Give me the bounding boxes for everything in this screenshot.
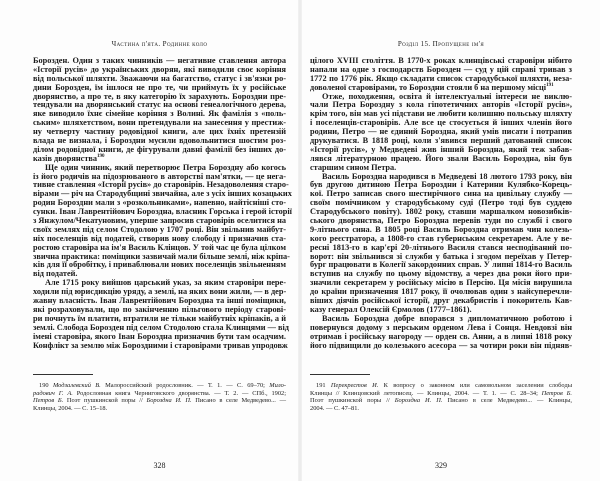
body-text [310, 57, 572, 350]
text-line-content: друкуватися. В 1818 році, коли з'явився перший датований список [310, 136, 572, 146]
text-line-content: Конфлікт за землю між Бороздними і старовірами тривав упродовж [33, 340, 288, 350]
text-line-content: жавну власність. Іван Лаврентійович Бороздна та інші поміщики, [33, 296, 286, 306]
text-line-content: його підвищили до колезького асесора — за чотири роки він підняв- [310, 340, 572, 350]
text-line-content: крім того, він мав усі підстави не любити колишню польську шляхту [310, 109, 572, 119]
page-number: 329 [435, 461, 447, 470]
text-line-content: ресні 1813-го в кар'єрі 20-літнього Василя стався несподіваний по- [310, 242, 572, 252]
text-line-content: доволеної старовірами, то Бороздни стояли б на першому місці [310, 82, 547, 92]
text-line [310, 342, 572, 351]
footnote-line [33, 382, 286, 390]
text-line-content: до країни призначення 1817 року, її очолював один з найсуперечли- [310, 287, 572, 297]
text-line-content: родин Бороздни мали з «розкольниками», напевно, найтісніші сто- [33, 198, 286, 208]
text-line-content: ри почнуть їм платити, втратили не тільки майбутніх кріпаків, а й [33, 313, 286, 323]
text-line-content: тендували на дворянський статус на основі генеалогічного дерева, [33, 100, 286, 110]
running-header: Частина п'ята. Родинне коло [111, 40, 208, 48]
footnote-author: радович Г. А. [33, 389, 73, 397]
footnote-author: Бороздна И. П. [146, 397, 192, 405]
text-line-content: із його родичів на підозрюваного в авторстві пам'ятки, — це нега- [33, 171, 286, 181]
left-page [33, 0, 292, 481]
footnote-text: Поэт пушкинской поры // [310, 397, 395, 405]
text-line-content: ділом родовідної книги, де фігурували давні фамілії без інших до- [33, 144, 286, 154]
footnote-text: Писано в селе Медведево... — [191, 397, 286, 405]
footnote-author: Мило- [269, 382, 287, 389]
text-line-content: від польської шляхти. Зважаючи на багатство, статус і зв'язки ро- [33, 73, 286, 83]
text-line-content: своїм помічником у стародубському суді (Петро тоді був суддею [310, 198, 572, 208]
footnote-author: Бороздна И. П. [394, 397, 443, 405]
text-line-content: родини, Петро — не єдиний Бороздна, який умів писати і потрапив [310, 127, 572, 137]
footnote-author: Петров Б. [33, 397, 64, 405]
footnote-ref[interactable]: 190 [97, 154, 105, 160]
text-line-content: напали на одне з господарств Борозден — суд у цій справі тривав з [310, 64, 572, 74]
footnote [310, 382, 572, 412]
text-line-content: ходили під юрисдикцію уряду, а землі, на яких вони жили, — в дер- [33, 287, 287, 297]
text-line-content: ським» шляхетством, вони претендували на занесення у престиж- [33, 118, 286, 128]
text-line-content: вірами — річ на Стародубщині звичайна, але з усіх інших козацьких [33, 189, 292, 199]
text-line-content: був другою дитиною Петра Бороздни і Катерини Кулябко-Корець- [310, 180, 572, 190]
text-line-content: своїх землях під селом Стодолою у 1707 році. Він звільнив майбут- [33, 224, 286, 234]
footnote-ref[interactable]: 191 [546, 82, 554, 88]
text-line-content: ського дворянства, Петро Бороздна перевів туди по службі і свого [310, 216, 572, 226]
footnote-text: 2004. — С. 47–81. [310, 404, 359, 412]
text-line-content: Але 1715 року вийшов царський указ, за яким старовіри пере- [45, 278, 286, 288]
text-line-content: вступив на службу по цьому відомству, а через два роки його при- [310, 269, 572, 279]
text-line-content: Борозден. Один з таких чинників — негативне ставлення автора [33, 56, 286, 65]
footnote-text: Писано в селе Медведево... — Клинцы, [442, 397, 572, 405]
text-line-content: з Янжулом/Чекатуновим, уперше запросив старовірів оселитися на [33, 216, 286, 226]
footnote-author: Петров Б. [541, 389, 572, 397]
text-line-content: чали Петра Бороздну з кола гіпотетичних авторів «Історії русів», [310, 100, 572, 110]
footnote-line [310, 405, 572, 413]
text-line-content: ків для її обробітку, і приваблювали нових поселенців звільненням [33, 260, 286, 270]
footnote-text: 191 [316, 382, 331, 389]
text-line-content: звична практика: поміщики зазвичай мали більше землі, ніж кріпа- [33, 251, 290, 261]
text-line-content: цілого XVIII століття. В 1770-х роках клинцівські старовіри нібито [310, 56, 572, 65]
text-line-content: 1772 по 1776 рік. Якщо складати список стародубської шляхти, неза- [310, 73, 572, 83]
text-line-content: «Історії русів», у Медведеві жив інший Бороздна, який теж забав- [310, 144, 572, 154]
footnote-rule [33, 374, 93, 375]
running-header: Розділ 15. Пропущене ім'я [397, 40, 485, 48]
text-line-content: які розраховували, що по закінченню пільгового періоду старові- [33, 304, 286, 314]
footnote-text: Клинцы // Клинцовский летописец. — Клинцы, 2004. — Т. 1. — С. 28–34; [310, 389, 542, 397]
text-line-content: ніх поселенців від податей, створив нову слободу і призначив ста- [33, 233, 286, 243]
text-line-content: і поселенців-старовірів. Але все це стосується й інших членів його [310, 118, 572, 128]
text-line-content: значили секретарем у російську місію в Персію. Ця місія вирушила [310, 278, 572, 288]
footnote-line [310, 382, 572, 390]
text-line-content: Василь Бороздна добре впорався з дипломатичною роботою і [322, 313, 572, 323]
text-line-content: імені старовіра, якого Іван Бороздна призначив бути там осадчим. [33, 331, 286, 341]
text-line-content: ростою старовіра на ім'я Василь Клінцов. У той час це була цілком [33, 242, 286, 252]
footnote-author: Модзалевский В. [52, 382, 101, 389]
footnote-text: Поэт пушкинской поры // [63, 397, 147, 405]
footnote-text: Родословная книга Черниговского дворянства. — Т. 2. — СПб., 1902; [72, 389, 286, 397]
text-line-content: ворот: він звільнився зі служби у батька і згодом переїхав у Петер- [310, 251, 572, 261]
text-line-content: повернувся додому з перським орденом Лева і Сонця. Невдовзі він [310, 322, 572, 332]
footnote-line [310, 397, 572, 405]
footnote-rule [310, 374, 370, 375]
text-line-content: ну четверту частину родовідної книги, але цих їхніх претензій [33, 127, 286, 137]
text-line-content: отримав і російську нагороду — орден св. Анни, а в липні 1818 року [310, 331, 572, 341]
text-line-content: від податей. [33, 269, 78, 279]
body-text [33, 56, 292, 350]
text-line-content: землі. Слобода Борозден під селом Стодолою стала Клинцями — від [33, 322, 289, 332]
page-number: 328 [153, 461, 166, 470]
text-line-content: Ще один чинник, який перетворює Петра Бороздну або когось [45, 162, 286, 172]
book-spine [298, 0, 302, 481]
text-line [33, 342, 286, 351]
footnote-line [33, 390, 286, 398]
text-line-content: Отже, походження, освіта й інтелектуальні інтереси не виклю- [322, 91, 572, 101]
text-line-content: старшим сином Петра. [310, 162, 397, 172]
footnote-line [33, 397, 286, 405]
footnote [33, 382, 286, 412]
text-line-content: 9-літнього сина. В 1805 році Василь Бороздна отримав чин колезь- [310, 224, 572, 234]
text-line-content: дини Борозден, їм ішлося не про те, чи приймуть їх у російське [33, 82, 286, 92]
footnote-line [310, 390, 572, 398]
text-line-content: сунки. Іван Лаврентійович Бороздна, власник Горська і герой історії [33, 207, 292, 217]
text-line-content: тивне ставлення «Історії русів» до старовірів. Незадоволення старо- [33, 180, 289, 190]
footnote-author: Перекрестов И. [330, 382, 379, 389]
text-line-content: Стародубського повіту). 1802 року, ставши маршалком новозибків- [310, 207, 572, 217]
text-line-content: віших діячів російської історії, друг декабристів і покоритель Кав- [310, 296, 572, 306]
text-line-content: кого реєстратора, а 1808-го став губернським секретарем. Але у ве- [310, 233, 572, 243]
text-line-content: бург працювати в Колегії закордонних справ. У липні 1814-го Василь [310, 260, 572, 270]
text-line-content: «Історії русів» до українських дворян, які виводили своє коріння [33, 64, 286, 74]
text-line-content: влада не визнала, і Бороздни мусили вдовольнитися шостим роз- [33, 136, 286, 146]
text-line-content: кої. Петро записав свого шестирічного сина на цивільну службу — [310, 189, 572, 199]
text-line-content: казу генерал Олексій Єрмолов (1777–1861). [310, 304, 472, 314]
footnote-line [33, 405, 286, 413]
text-line-content: казів дворянства [33, 153, 98, 163]
footnote-text: К вопросу о законном или самовольном заселении слободы [378, 382, 572, 389]
footnote-text: Клинцы, 2004. — С. 15–18. [33, 404, 108, 412]
footnote-text: 190 [39, 382, 53, 389]
footnote-text: Малороссийский родословник. — Т. 1. — С. 69–70; [100, 382, 270, 389]
text-line-content: Василь Бороздна народився в Медведеві 18 лютого 1793 року, він [322, 171, 572, 181]
text-line-content: яке виводило їхнє сімейне коріння з Волині. Як фамілія з «поль- [33, 109, 286, 119]
text-line-content: дворянство, а про те, в яку категорію їх зарахують. Бороздни пре- [33, 91, 286, 101]
text-line-content: лявся літературною працею. Його звали Василь Бороздна, він був [310, 153, 572, 163]
right-page [310, 0, 572, 481]
